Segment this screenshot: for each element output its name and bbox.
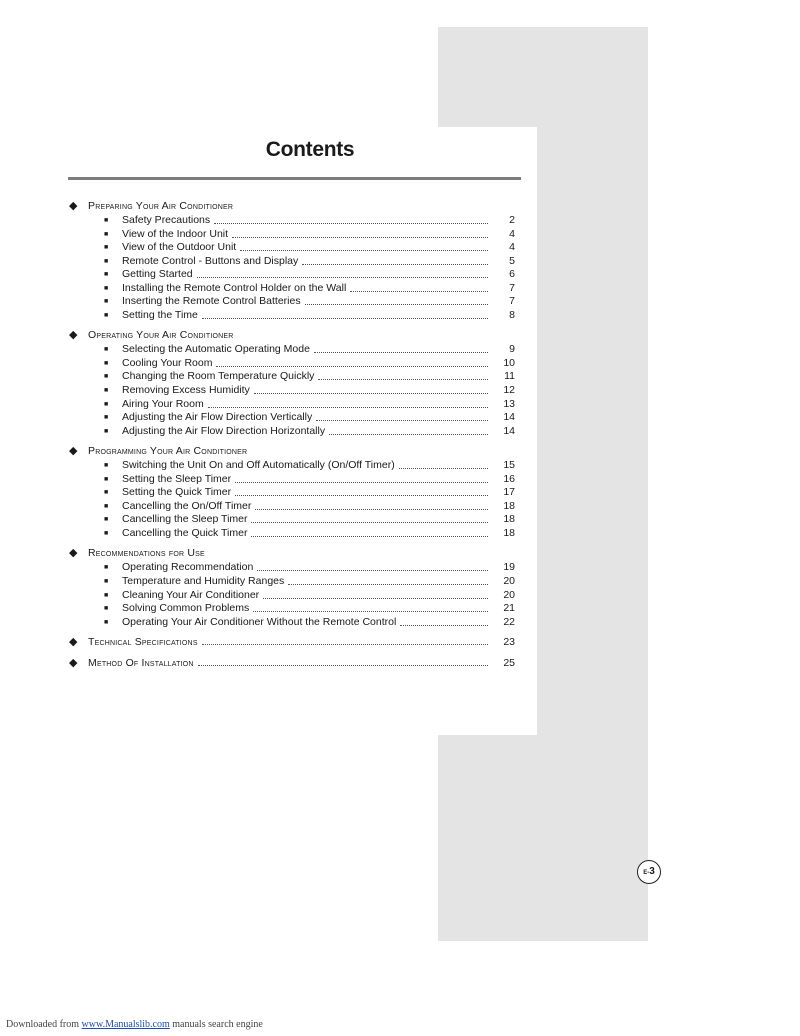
entry-page-number: 13 [503, 397, 515, 410]
square-bullet-icon: ■ [104, 414, 109, 422]
entry-page-number: 17 [503, 486, 515, 499]
toc-section[interactable] [0, 327, 560, 343]
entry-page-number: 7 [509, 281, 515, 294]
dot-leader [350, 291, 488, 292]
footer-suffix: manuals search engine [172, 1019, 263, 1030]
dot-leader [214, 223, 488, 224]
square-bullet-icon: ■ [104, 359, 109, 367]
toc-entry[interactable] [0, 411, 560, 425]
toc-entry[interactable] [0, 343, 560, 357]
entry-title: Cooling Your Room [122, 356, 213, 369]
diamond-bullet-icon: ◆ [69, 657, 78, 670]
square-bullet-icon: ■ [104, 373, 109, 381]
toc-entry[interactable] [0, 459, 560, 473]
page-title: Contents [265, 138, 355, 161]
dot-leader [314, 352, 488, 353]
square-bullet-icon: ■ [104, 346, 109, 354]
toc-entry[interactable] [0, 268, 560, 282]
toc-entry[interactable] [0, 357, 560, 371]
dot-leader [263, 598, 488, 599]
entry-title: Removing Excess Humidity [122, 384, 250, 397]
square-bullet-icon: ■ [104, 516, 109, 524]
toc-entry[interactable] [0, 241, 560, 255]
section-title: Recommendations for Use [88, 547, 205, 560]
dot-leader [251, 536, 488, 537]
toc-entry[interactable] [0, 282, 560, 296]
title-divider [68, 177, 521, 180]
toc-section[interactable] [0, 198, 560, 214]
toc-entry[interactable] [0, 589, 560, 603]
toc-entry[interactable] [0, 309, 560, 323]
square-bullet-icon: ■ [104, 489, 109, 497]
entry-title: Adjusting the Air Flow Direction Vertically [122, 411, 313, 424]
footer-prefix: Downloaded from [6, 1019, 80, 1030]
background-band-bottom [438, 735, 648, 941]
entry-page-number: 20 [503, 588, 515, 601]
toc-entry[interactable] [0, 616, 560, 630]
square-bullet-icon: ■ [104, 284, 109, 292]
square-bullet-icon: ■ [104, 427, 109, 435]
toc-entry[interactable] [0, 384, 560, 398]
entry-page-number: 18 [503, 499, 515, 512]
entry-title: Setting the Time [122, 308, 198, 321]
dot-leader [257, 570, 488, 571]
square-bullet-icon: ■ [104, 271, 109, 279]
dot-leader [316, 420, 488, 421]
toc-entry[interactable] [0, 425, 560, 439]
diamond-bullet-icon: ◆ [69, 445, 78, 458]
entry-title: Remote Control - Buttons and Display [122, 254, 299, 267]
entry-page-number: 10 [503, 356, 515, 369]
section-title: Operating Your Air Conditioner [88, 329, 234, 342]
page-number-prefix: E- [643, 870, 650, 876]
square-bullet-icon: ■ [104, 502, 109, 510]
dot-leader [232, 237, 488, 238]
background-band-top [438, 27, 648, 127]
dot-leader [198, 665, 488, 666]
entry-title: View of the Outdoor Unit [122, 241, 237, 254]
entry-title: Operating Your Air Conditioner Without the Remote Control [122, 615, 397, 628]
section-title: Programming Your Air Conditioner [88, 445, 248, 458]
entry-page-number: 6 [509, 268, 515, 281]
entry-title: Temperature and Humidity Ranges [122, 575, 285, 588]
section-page-number: 23 [503, 636, 515, 649]
entry-page-number: 14 [503, 424, 515, 437]
dot-leader [208, 407, 488, 408]
toc-entry[interactable] [0, 473, 560, 487]
diamond-bullet-icon: ◆ [69, 636, 78, 649]
entry-title: Adjusting the Air Flow Direction Horizontally [122, 424, 326, 437]
toc-entry[interactable] [0, 214, 560, 228]
entry-title: Cancelling the On/Off Timer [122, 499, 252, 512]
entry-title: Cleaning Your Air Conditioner [122, 588, 260, 601]
entry-title: Cancelling the Quick Timer [122, 526, 248, 539]
dot-leader [400, 625, 488, 626]
square-bullet-icon: ■ [104, 605, 109, 613]
toc-entry[interactable] [0, 370, 560, 384]
entry-page-number: 8 [509, 308, 515, 321]
toc-entry[interactable] [0, 500, 560, 514]
entry-page-number: 21 [503, 602, 515, 615]
dot-leader [305, 304, 488, 305]
page-number-badge [637, 860, 661, 884]
entry-page-number: 4 [509, 227, 515, 240]
square-bullet-icon: ■ [104, 564, 109, 572]
entry-title: Selecting the Automatic Operating Mode [122, 343, 310, 356]
toc-entry[interactable] [0, 295, 560, 309]
entry-page-number: 14 [503, 411, 515, 424]
entry-title: Inserting the Remote Control Batteries [122, 295, 301, 308]
entry-page-number: 5 [509, 254, 515, 267]
square-bullet-icon: ■ [104, 618, 109, 626]
dot-leader [254, 393, 488, 394]
diamond-bullet-icon: ◆ [69, 200, 78, 212]
entry-page-number: 20 [503, 575, 515, 588]
square-bullet-icon: ■ [104, 591, 109, 599]
entry-title: Solving Common Problems [122, 602, 250, 615]
download-footer [6, 1019, 263, 1030]
dot-leader [399, 468, 488, 469]
dot-leader [216, 366, 488, 367]
page-number: 3 [649, 866, 655, 877]
toc-entry[interactable] [0, 513, 560, 527]
dot-leader [302, 264, 488, 265]
square-bullet-icon: ■ [104, 230, 109, 238]
entry-page-number: 15 [503, 459, 515, 472]
section-title: Method Of Installation [88, 657, 194, 670]
dot-leader [235, 495, 488, 496]
entry-title: Operating Recommendation [122, 561, 254, 574]
toc-entry[interactable] [0, 255, 560, 269]
entry-title: Getting Started [122, 268, 193, 281]
entry-title: Cancelling the Sleep Timer [122, 513, 248, 526]
entry-page-number: 4 [509, 241, 515, 254]
diamond-bullet-icon: ◆ [69, 329, 78, 342]
entry-page-number: 9 [509, 343, 515, 356]
toc-section[interactable] [0, 545, 560, 561]
entry-title: Installing the Remote Control Holder on the Wall [122, 281, 347, 294]
dot-leader [251, 522, 488, 523]
square-bullet-icon: ■ [104, 529, 109, 537]
diamond-bullet-icon: ◆ [69, 547, 78, 560]
entry-page-number: 11 [504, 370, 515, 383]
entry-page-number: 18 [503, 526, 515, 539]
entry-title: Setting the Sleep Timer [122, 472, 232, 485]
square-bullet-icon: ■ [104, 257, 109, 265]
toc-section[interactable] [0, 443, 560, 459]
toc-section[interactable] [0, 634, 560, 650]
square-bullet-icon: ■ [104, 400, 109, 408]
entry-page-number: 12 [503, 384, 515, 397]
entry-page-number: 7 [509, 295, 515, 308]
toc-entry[interactable] [0, 486, 560, 500]
toc-section[interactable] [0, 655, 560, 671]
dot-leader [318, 379, 488, 380]
section-title: Preparing Your Air Conditioner [88, 200, 234, 212]
square-bullet-icon: ■ [104, 298, 109, 306]
entry-title: Setting the Quick Timer [122, 486, 232, 499]
square-bullet-icon: ■ [104, 217, 109, 224]
entry-page-number: 2 [509, 214, 515, 226]
entry-title: Changing the Room Temperature Quickly [122, 370, 315, 383]
table-of-contents [0, 198, 560, 671]
entry-title: Safety Precautions [122, 214, 211, 226]
square-bullet-icon: ■ [104, 475, 109, 483]
toc-entry[interactable] [0, 575, 560, 589]
toc-entry[interactable] [0, 602, 560, 616]
toc-entry[interactable] [0, 228, 560, 242]
toc-entry[interactable] [0, 398, 560, 412]
entry-page-number: 19 [503, 561, 515, 574]
dot-leader [240, 250, 488, 251]
dot-leader [253, 611, 488, 612]
section-page-number: 25 [503, 657, 515, 670]
square-bullet-icon: ■ [104, 578, 109, 586]
entry-title: Switching the Unit On and Off Automatically (On/Off Timer) [122, 459, 395, 472]
dot-leader [202, 644, 488, 645]
toc-entry[interactable] [0, 561, 560, 575]
square-bullet-icon: ■ [104, 387, 109, 395]
entry-page-number: 16 [503, 472, 515, 485]
dot-leader [235, 482, 488, 483]
section-title: Technical Specifications [88, 636, 198, 649]
dot-leader [202, 318, 488, 319]
dot-leader [329, 434, 488, 435]
square-bullet-icon: ■ [104, 311, 109, 319]
manualslib-link[interactable]: www.Manualslib.com [81, 1019, 170, 1030]
entry-page-number: 22 [503, 615, 515, 628]
dot-leader [197, 277, 488, 278]
entry-title: View of the Indoor Unit [122, 227, 229, 240]
dot-leader [255, 509, 488, 510]
dot-leader [288, 584, 488, 585]
square-bullet-icon: ■ [104, 462, 109, 470]
entry-page-number: 18 [503, 513, 515, 526]
square-bullet-icon: ■ [104, 244, 109, 252]
toc-entry[interactable] [0, 527, 560, 541]
entry-title: Airing Your Room [122, 397, 204, 410]
